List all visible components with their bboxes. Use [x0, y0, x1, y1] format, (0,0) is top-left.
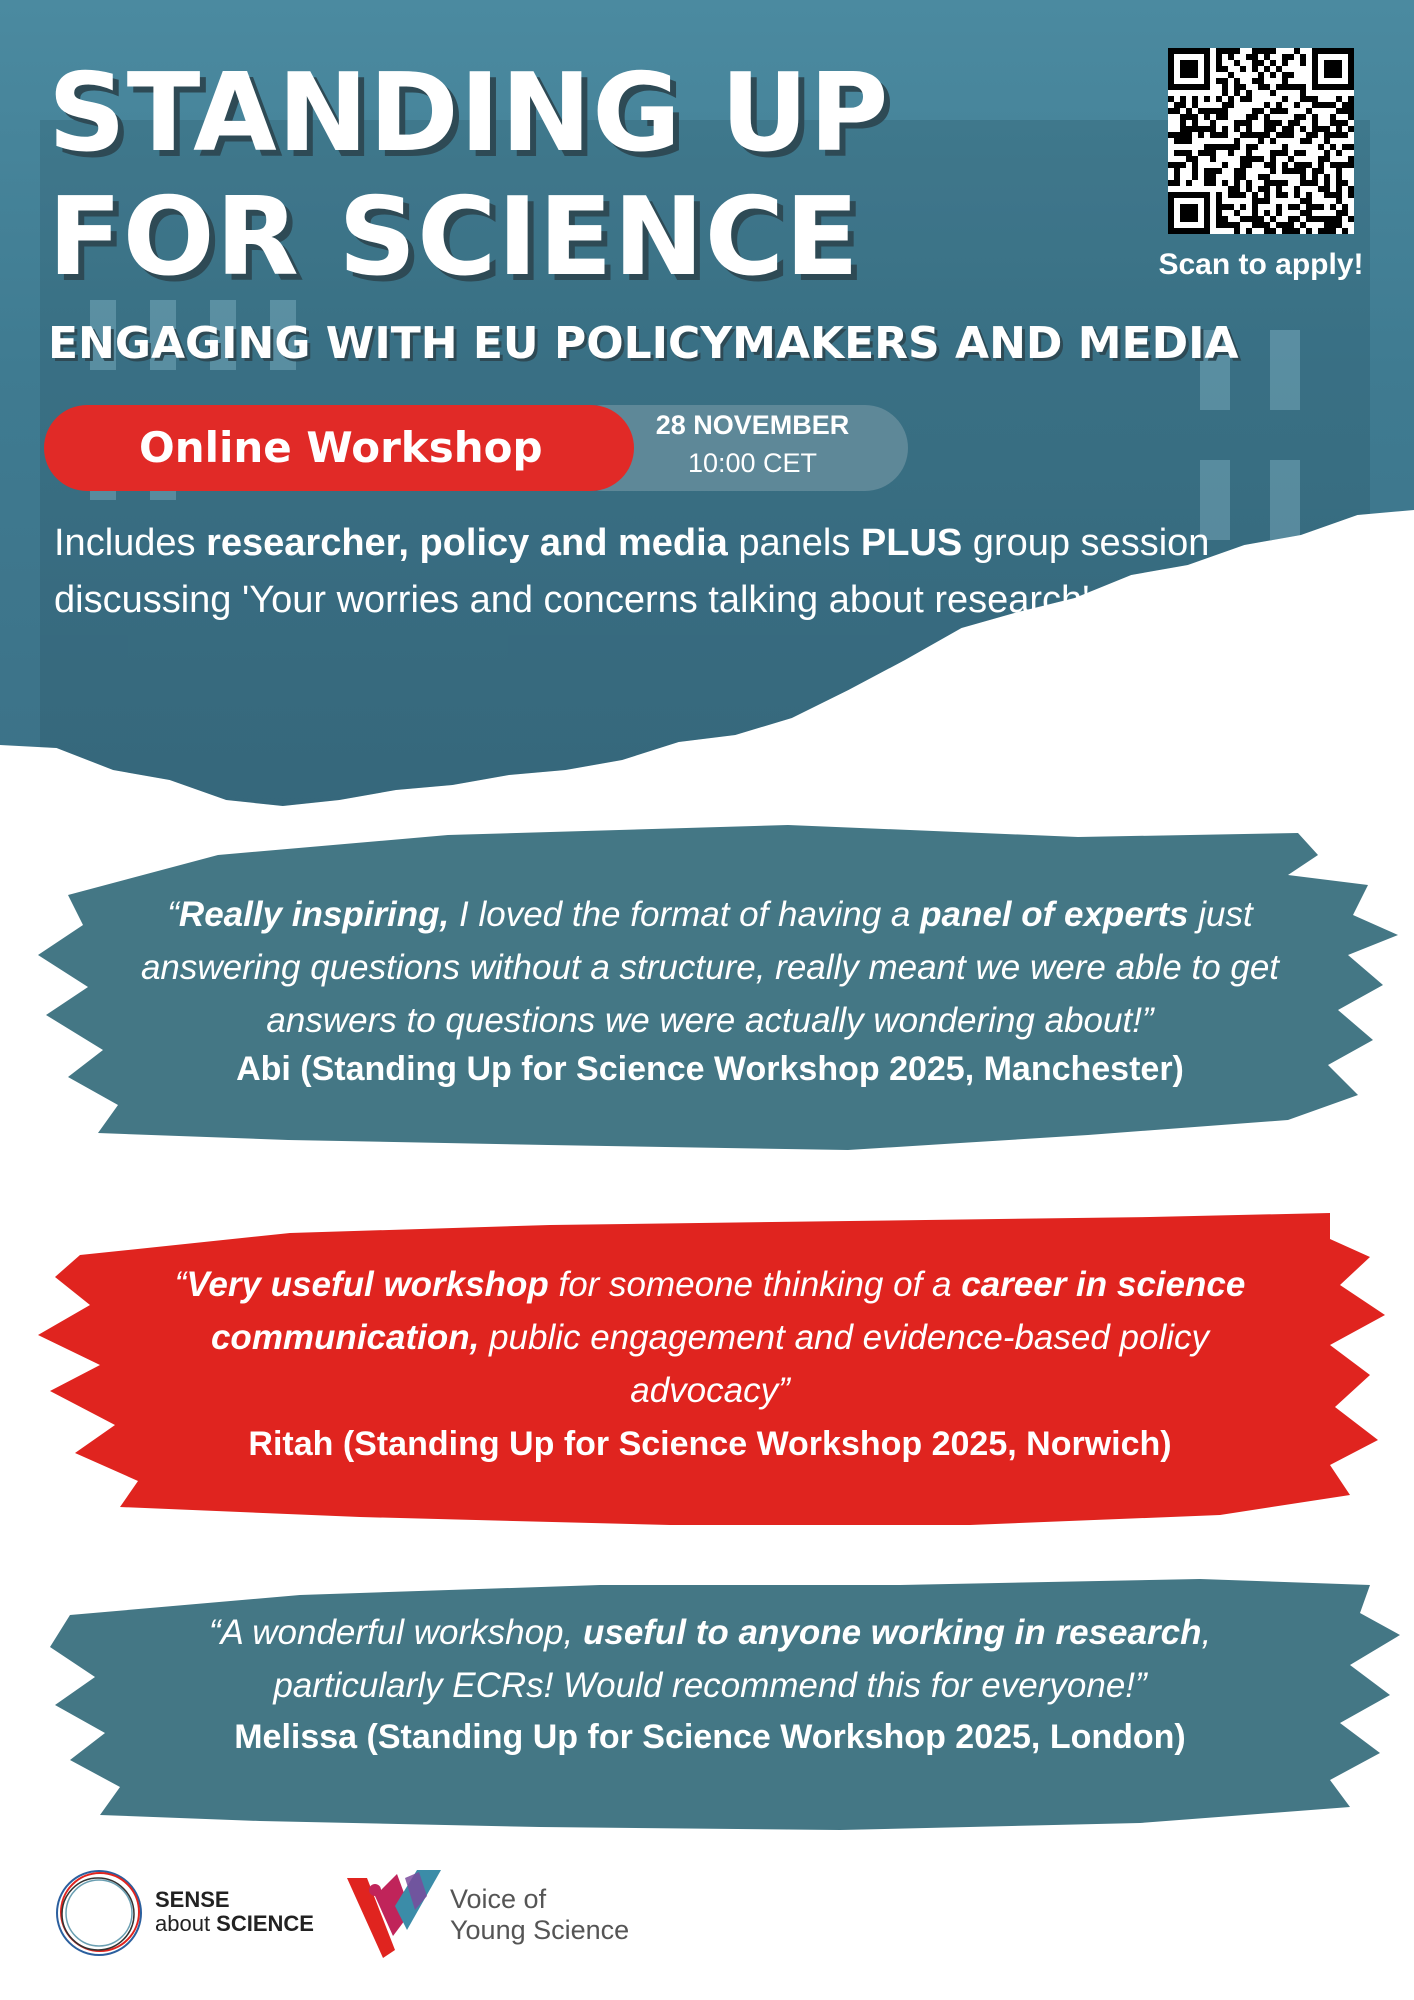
testimonial-attribution-3: Melissa (Standing Up for Science Workshop 2025, London): [234, 1718, 1186, 1756]
event-time: 10:00 CET: [687, 448, 818, 478]
qr-code-icon[interactable]: [1168, 48, 1354, 234]
quote-1-segment: panel of experts: [920, 895, 1189, 934]
sense-about-science-logo-icon: [52, 1866, 146, 1960]
title-line-2: FOR SCIENCE: [48, 175, 860, 300]
event-date: 28 NOVEMBER: [655, 410, 850, 440]
quote-1-segment: Really inspiring,: [178, 895, 450, 934]
quote-2-segment: career in science communication,: [210, 1265, 1246, 1357]
testimonial-attribution-1: Abi (Standing Up for Science Workshop 2025, Manchester): [236, 1050, 1184, 1088]
quote-1-segment: “: [167, 895, 179, 934]
quote-2-segment: Very useful workshop: [186, 1265, 549, 1304]
online-workshop-label: Online Workshop: [139, 423, 543, 472]
includes-text-1: Includes: [54, 522, 207, 564]
includes-description: [54, 515, 1234, 629]
scan-to-apply-caption: Scan to apply!: [1158, 248, 1364, 281]
testimonial-quote-3: [130, 1606, 1290, 1712]
sas-line-2a: about: [155, 1911, 217, 1936]
quote-3-segment: useful to anyone working in research: [582, 1613, 1202, 1652]
quote-3-segment: , particularly ECRs! Would recommend this for everyone!”: [273, 1613, 1212, 1705]
quote-1-segment: just answering questions without a structure, really meant we were able to get answers to questions we were actually wondering about!”: [140, 895, 1280, 1040]
quote-2-segment: public engagement and evidence-based policy advocacy”: [479, 1318, 1210, 1410]
includes-bold-2: PLUS: [860, 522, 963, 564]
voice-of-young-science-logo-icon: [345, 1866, 445, 1962]
includes-text-2: panels: [727, 522, 861, 564]
quote-3-segment: “A wonderful workshop,: [208, 1613, 583, 1652]
testimonial-quote-2: [160, 1258, 1260, 1417]
testimonial-quote-1: [100, 888, 1320, 1047]
sas-line-1: SENSE: [155, 1887, 230, 1912]
subtitle: ENGAGING WITH EU POLICYMAKERS AND MEDIA: [48, 318, 1239, 369]
voice-of-young-science-wordmark: [450, 1884, 629, 1946]
quote-2-segment: “: [174, 1265, 187, 1304]
includes-bold-1: researcher, policy and media: [206, 522, 728, 564]
online-workshop-button[interactable]: [44, 405, 634, 491]
includes-text-3: group session discussing 'Your worries and concerns talking about research': [54, 522, 1210, 621]
vys-line-2: Young Science: [450, 1915, 630, 1945]
sas-line-2b: SCIENCE: [216, 1911, 314, 1936]
quote-1-segment: I loved the format of having a: [449, 895, 921, 934]
testimonial-attribution-2: Ritah (Standing Up for Science Workshop 2025, Norwich): [248, 1425, 1172, 1463]
quote-2-segment: for someone thinking of a: [548, 1265, 962, 1304]
vys-line-1: Voice of: [450, 1884, 547, 1914]
sense-about-science-wordmark: [155, 1888, 314, 1936]
title-line-1: STANDING UP: [48, 51, 890, 176]
